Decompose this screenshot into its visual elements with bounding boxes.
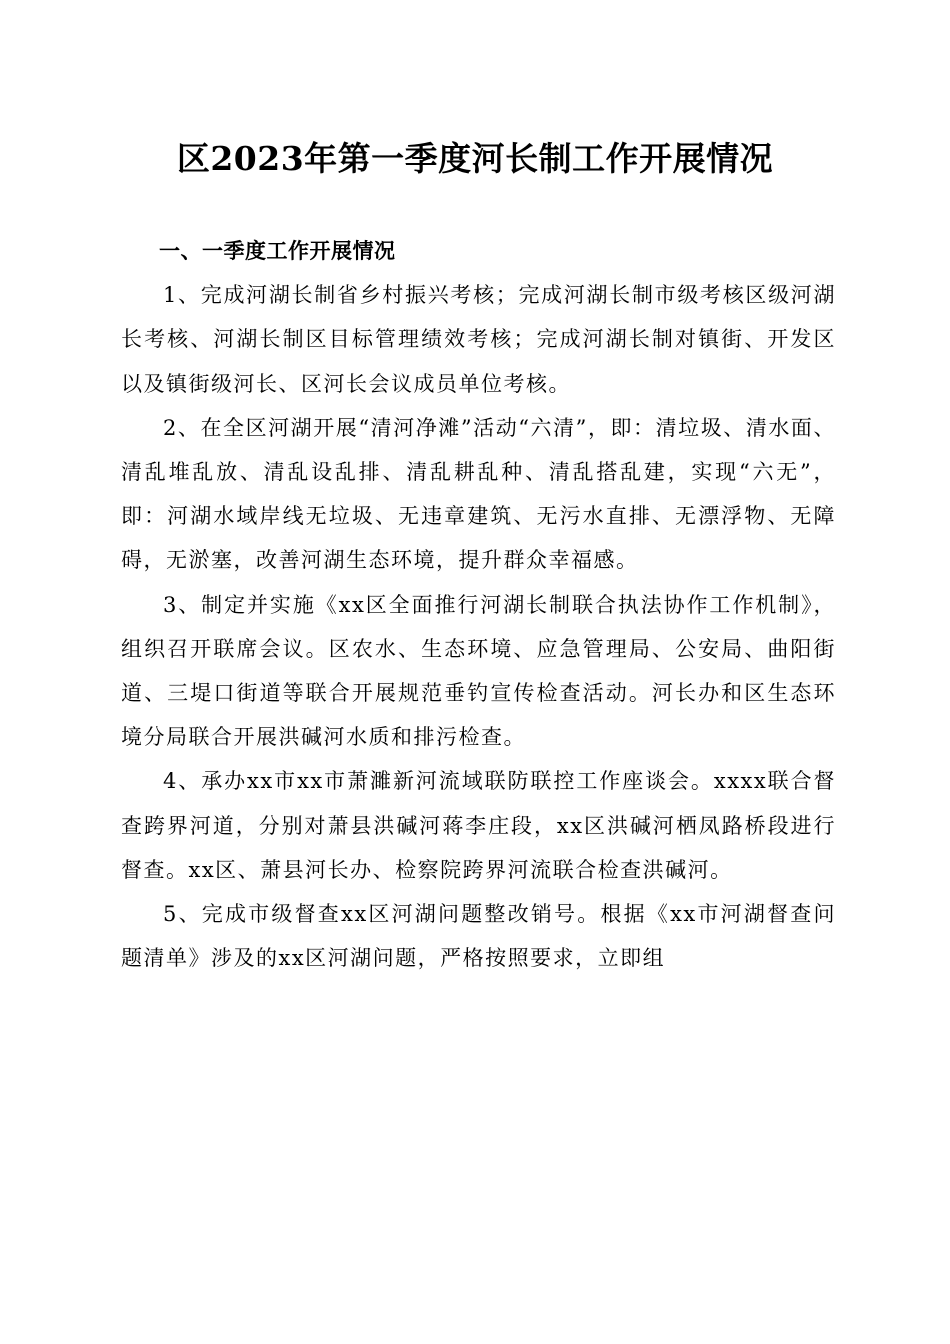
document-body [121,229,836,980]
paragraph-3: 3、制定并实施《xx区全面推行河湖长制联合执法协作工作机制》，组织召开联席会议。区农水、生态环境、应急管理局、公安局、曲阳街道、三堤口街道等联合开展规范垂钓宣传检查活动。河长办和区生态环境分局联合开展洪碱河水质和排污检查。 [121,592,836,750]
paragraph-1: 1、完成河湖长制省乡村振兴考核；完成河湖长制市级考核区级河湖长考核、河湖长制区目标管理绩效考核；完成河湖长制对镇街、开发区以及镇街级河长、区河长会议成员单位考核。 [121,283,836,396]
paragraph-5: 5、完成市级督查xx区河湖问题整改销号。根据《xx市河湖督查问题清单》涉及的xx区河湖问题，严格按照要求，立即组 [121,902,836,971]
paragraph-2: 2、在全区河湖开展“清河净滩”活动“六清”，即：清垃圾、清水面、清乱堆乱放、清乱设乱排、清乱耕乱种、清乱搭乱建，实现“六无”，即：河湖水域岸线无垃圾、无违章建筑、无污水直排、无漂浮物、无障碍，无淤塞，改善河湖生态环境，提升群众幸福感。 [121,415,836,573]
paragraph-4: 4、承办xx市xx市萧濉新河流域联防联控工作座谈会。xxxx联合督查跨界河道，分别对萧县洪碱河蒋李庄段，xx区洪碱河栖凤路桥段进行督查。xx区、萧县河长办、检察院跨界河流联合检查洪碱河。 [121,769,836,882]
section-heading: 一、一季度工作开展情况 [159,239,396,263]
document-title: 区2023年第一季度河长制工作开展情况 [176,139,774,178]
